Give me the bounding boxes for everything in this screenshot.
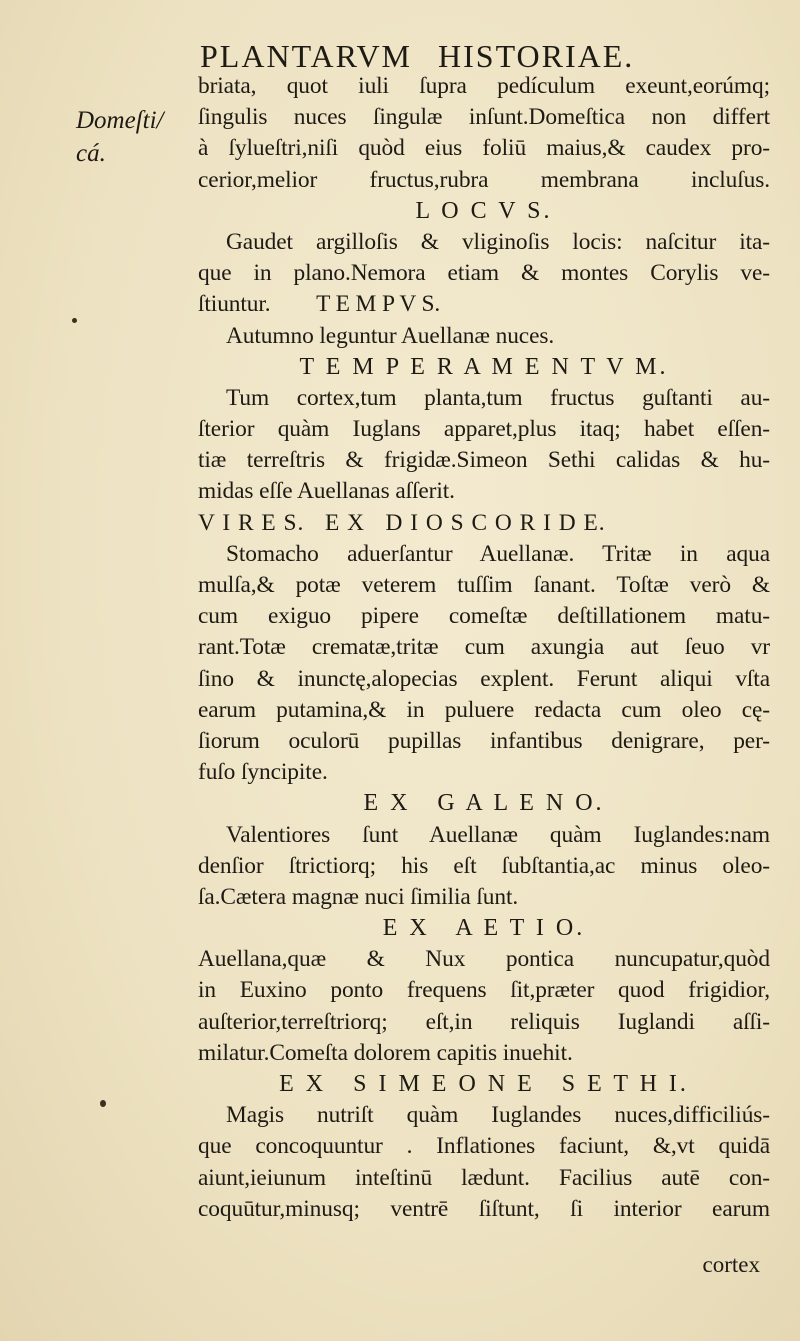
text-line: fuſo ſyncipite.: [198, 759, 328, 786]
text-line: auſterior,terreſtriorq; eſt,in reliquis Iuglandi aſſi-: [198, 1008, 770, 1035]
text-line: que concoquuntur . Inflationes faciunt, &,vt quidā: [198, 1133, 770, 1160]
text-line: cerior,melior fructus,rubra membrana incluſus.: [198, 166, 770, 193]
text-line: aiunt,ieiunum inteſtinū lædunt. Facilius autē con-: [198, 1164, 770, 1191]
running-head: PLANTARVM: [200, 38, 412, 74]
marginal-note-line-1: Domeſti/: [76, 107, 164, 134]
text-line: rant.Totæ crematæ,tritæ cum axungia aut ſeuo vr: [198, 634, 770, 661]
catchword: cortex: [702, 1252, 760, 1277]
text-line: coquūtur,minusq; ventrē ſiſtunt, ſi interior earum: [198, 1195, 770, 1222]
text-line: tiæ terreſtris & frigidæ.Simeon Sethi calidas & hu-: [198, 447, 770, 474]
text-line: ſingulis nuces ſingulæ inſunt.Domeſtica non differt: [198, 104, 770, 131]
section-heading-galeno: E X G A L E N O.: [363, 790, 605, 817]
text-line: midas eſſe Auellanas aſſerit.: [198, 478, 455, 505]
text-line: Auellana,quæ & Nux pontica nuncupatur,quòd: [198, 946, 770, 973]
text-line: mulſa,& potæ veterem tuſſim ſanant. Toſtæ verò &: [198, 572, 770, 598]
text-line: Stomacho aduerſantur Auellanæ. Tritæ in aqua: [226, 540, 770, 567]
text-line: ſino & inunctę,alopecias explent. Ferunt aliqui vſta: [198, 665, 770, 692]
text-line: earum putamina,& in puluere redacta cum oleo cę-: [198, 696, 770, 723]
text-line: à ſylueſtri,niſi quòd eius foliū maius,& caudex pro-: [198, 135, 770, 162]
section-heading-vires: V I R E S. E X D I O S C O R I D E.: [198, 509, 606, 536]
running-title: HISTORIAE.: [438, 38, 635, 74]
text-line: que in plano.Nemora etiam & montes Corylis ve-: [198, 260, 770, 287]
section-heading-temperamentum: T E M P E R A M E N T V M.: [299, 353, 669, 380]
text-line: ſiorum oculorū pupillas infantibus denigrare, per-: [198, 727, 770, 754]
text-line: Valentiores ſunt Auellanæ quàm Iuglandes:nam: [226, 821, 770, 848]
main-text: [198, 71, 770, 1225]
section-heading-aetio: E X A E T I O.: [382, 915, 586, 942]
text-line: ſterior quàm Iuglans apparet,plus itaq; habet eſſen-: [198, 416, 770, 443]
section-heading-simeone-sethi: E X S I M E O N E S E T H I.: [279, 1071, 689, 1097]
text-line: ſa.Cætera magnæ nuci ſimilia ſunt.: [198, 883, 519, 910]
text-line: briata, quot iuli ſupra pedículum exeunt,eorúmq;: [198, 73, 770, 99]
text-line: cum exiguo pipere comeſtæ deſtillationem matu-: [198, 603, 770, 630]
text-line: Autumno leguntur Auellanæ nuces.: [226, 322, 555, 349]
marginal-note: [76, 104, 164, 170]
text-line: in Euxino ponto frequens ſit,præter quod frigidior,: [198, 977, 770, 1004]
ink-spot: [72, 318, 77, 323]
text-line: milatur.Comeſta dolorem capitis inuehit.: [198, 1039, 573, 1066]
text-line-with-heading: ſtiuntur. T E M P V S.: [198, 291, 441, 318]
text-line: Magis nutriſt quàm Iuglandes nuces,difficiliús-: [226, 1102, 770, 1129]
text-line: denſior ſtrictiorq; his eſt ſubſtantia,ac minus oleo-: [198, 852, 770, 879]
text-line: Tum cortex,tum planta,tum fructus guſtanti au-: [226, 384, 770, 411]
page-header: [200, 38, 760, 75]
section-heading-locus: L O C V S.: [415, 197, 553, 224]
ink-spot: [100, 1100, 106, 1107]
text-line: Gaudet argilloſis & vliginoſis locis: naſcitur ita-: [226, 228, 770, 255]
marginal-note-line-2: cá.: [76, 140, 106, 167]
